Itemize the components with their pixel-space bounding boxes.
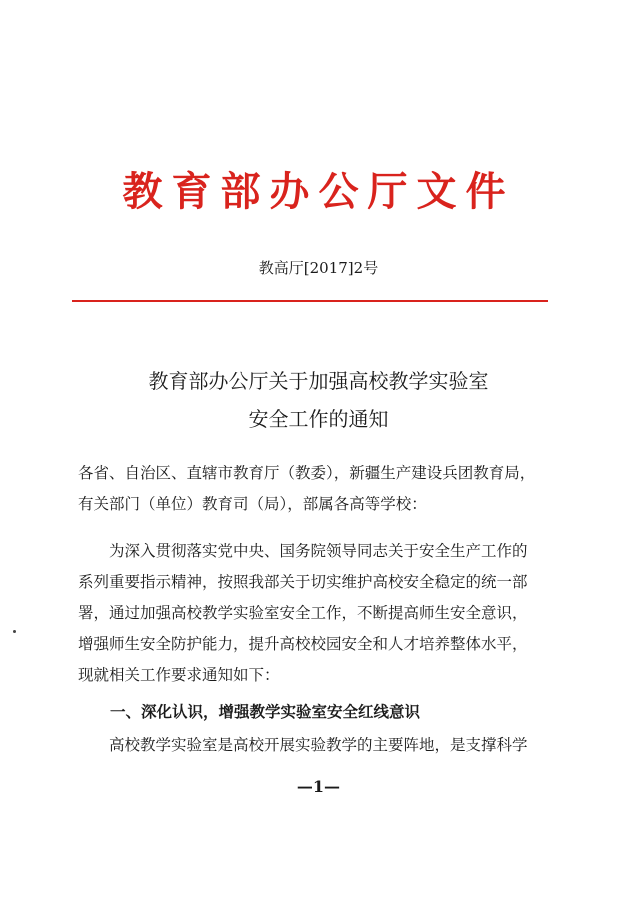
issuing-authority-header: 教育部办公厅文件	[122, 168, 515, 215]
document-title	[0, 362, 637, 438]
paragraph-line: 为深入贯彻落实党中央、国务院领导同志关于安全生产工作的	[109, 542, 528, 560]
page-number: —1—	[296, 777, 341, 796]
document-title-line-1: 教育部办公厅关于加强高校教学实验室	[148, 369, 489, 393]
paragraph-section-1	[78, 730, 560, 761]
paragraph-line: 增强师生安全防护能力，提升高校校园安全和人才培养整体水平，	[78, 635, 528, 653]
paragraph-line: 系列重要指示精神，按照我部关于切实维护高校安全稳定的统一部	[78, 573, 528, 591]
section-heading-1: 一、深化认识，增强教学实验室安全红线意识	[110, 703, 421, 721]
red-separator-line	[72, 300, 548, 302]
paragraph-line: 高校教学实验室是高校开展实验教学的主要阵地，是支撑科学	[109, 736, 528, 754]
document-title-line-2: 安全工作的通知	[248, 407, 389, 431]
document-number: 教高厅[2017]2号	[258, 259, 379, 277]
addressee-block	[78, 458, 560, 520]
paragraph-line: 署，通过加强高校教学实验室安全工作，不断提高师生安全意识，	[78, 604, 528, 622]
addressee-line-1: 各省、自治区、直辖市教育厅（教委），新疆生产建设兵团教育局，	[78, 464, 536, 482]
paragraph-intro	[78, 536, 560, 691]
addressee-line-2: 有关部门（单位）教育司（局），部属各高等学校：	[78, 495, 427, 513]
paragraph-line: 现就相关工作要求通知如下：	[78, 666, 280, 684]
scan-speck	[13, 630, 16, 633]
